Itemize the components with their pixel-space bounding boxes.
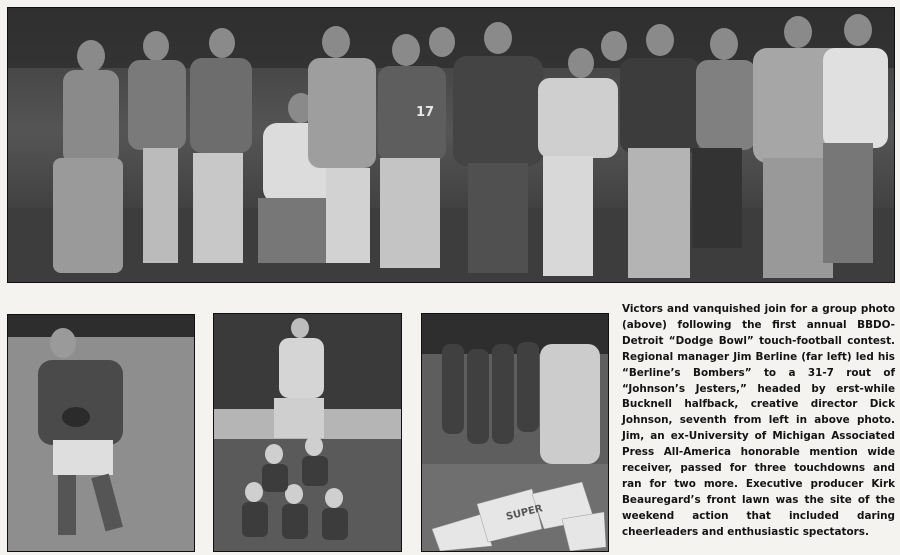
article-caption: Victors and vanquished join for a group photo (above) following the first annual BBDO-Detroit “Dodge Bowl” touch-football contest. Regional manager Jim Berline (far left) led his “Berline’s Bombers” to a 31-7 rout of “Johnson’s Jesters,” headed by erst-while Bucknell halfback, creative director Dick Johnson, seventh from left in above photo. Jim, an ex-University of Michigan Associated Press All-America honorable mention wide receiver, passed for three touchdowns and ran for two more. Executive producer Kirk Beauregard’s front lawn was the site of the weekend action that included daring cheerleaders and enthusiastic spectators. — [622, 303, 895, 538]
cheerleaders-photo-image — [214, 314, 401, 551]
spectators-photo-image — [422, 314, 608, 551]
sign-text: SUPER — [505, 503, 544, 523]
jersey-number: 17 — [416, 105, 435, 120]
runner-photo-image — [8, 315, 194, 551]
runner-photo — [7, 314, 195, 552]
group-photo-image — [8, 8, 894, 282]
cheerleaders-photo — [213, 313, 402, 552]
group-photo — [7, 7, 895, 283]
spectators-photo — [421, 313, 609, 552]
